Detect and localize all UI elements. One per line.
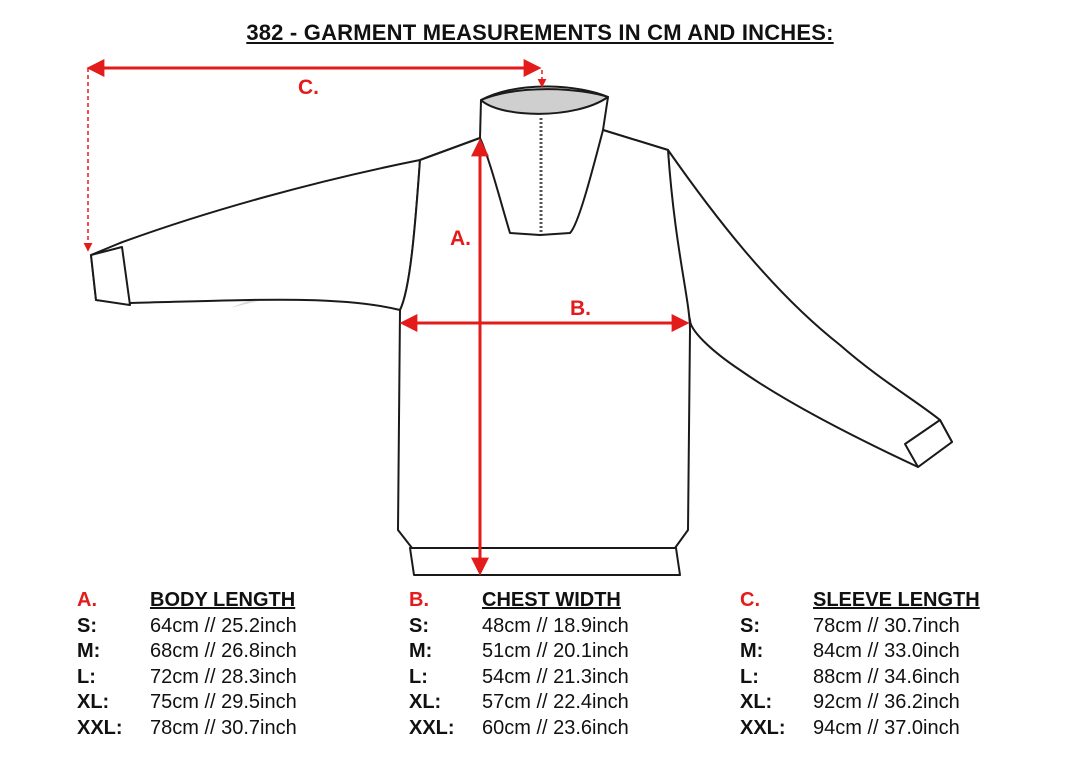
table-header [409,588,709,614]
size-value: 64cm // 25.2inch [150,614,297,637]
table-row [409,614,709,640]
size-label: XXL: [77,716,123,739]
callout-a: A. [450,227,471,250]
table-row [77,614,377,640]
table-header [77,588,377,614]
table-row [409,639,709,665]
left-cuff [91,247,130,305]
table-row [77,639,377,665]
table-row [740,639,1040,665]
size-label: L: [409,665,428,688]
sweatshirt-outline [91,86,952,575]
size-value: 60cm // 23.6inch [482,716,629,739]
measurement-table-sleeve-length [740,588,1040,741]
size-label: S: [740,614,760,637]
size-label: S: [77,614,97,637]
page-title: 382 - GARMENT MEASUREMENTS IN CM AND INCHES: [246,20,834,45]
size-label: M: [77,640,101,663]
table-heading: SLEEVE LENGTH [813,589,980,612]
size-label: XL: [409,691,442,714]
table-row [409,665,709,691]
table-header [740,588,1040,614]
size-value: 78cm // 30.7inch [150,716,297,739]
table-row [77,665,377,691]
table-letter: B. [409,589,429,612]
size-value: 88cm // 34.6inch [813,665,960,688]
size-value: 51cm // 20.1inch [482,640,629,663]
size-label: XL: [740,691,773,714]
size-value: 48cm // 18.9inch [482,614,629,637]
size-value: 57cm // 22.4inch [482,691,629,714]
size-value: 94cm // 37.0inch [813,716,960,739]
size-value: 84cm // 33.0inch [813,640,960,663]
measurement-table-chest-width [409,588,709,741]
table-row [740,690,1040,716]
table-row [77,690,377,716]
size-value: 92cm // 36.2inch [813,691,960,714]
size-label: XXL: [740,716,786,739]
callout-b: B. [570,297,591,320]
table-row [409,690,709,716]
size-value: 72cm // 28.3inch [150,665,297,688]
size-value: 75cm // 29.5inch [150,691,297,714]
size-label: XL: [77,691,110,714]
measurement-table-body-length [77,588,377,741]
table-heading: CHEST WIDTH [482,589,621,612]
size-value: 78cm // 30.7inch [813,614,960,637]
size-label: S: [409,614,429,637]
table-row [409,716,709,742]
table-heading: BODY LENGTH [150,589,296,612]
table-row [740,614,1040,640]
table-letter: C. [740,589,760,612]
size-value: 68cm // 26.8inch [150,640,297,663]
size-value: 54cm // 21.3inch [482,665,629,688]
callout-c: C. [298,76,319,99]
size-label: L: [740,665,759,688]
table-row [740,716,1040,742]
waistband [410,548,680,575]
size-label: M: [409,640,433,663]
table-row [77,716,377,742]
size-label: M: [740,640,764,663]
table-row [740,665,1040,691]
size-label: L: [77,665,96,688]
table-letter: A. [77,589,97,612]
size-label: XXL: [409,716,455,739]
